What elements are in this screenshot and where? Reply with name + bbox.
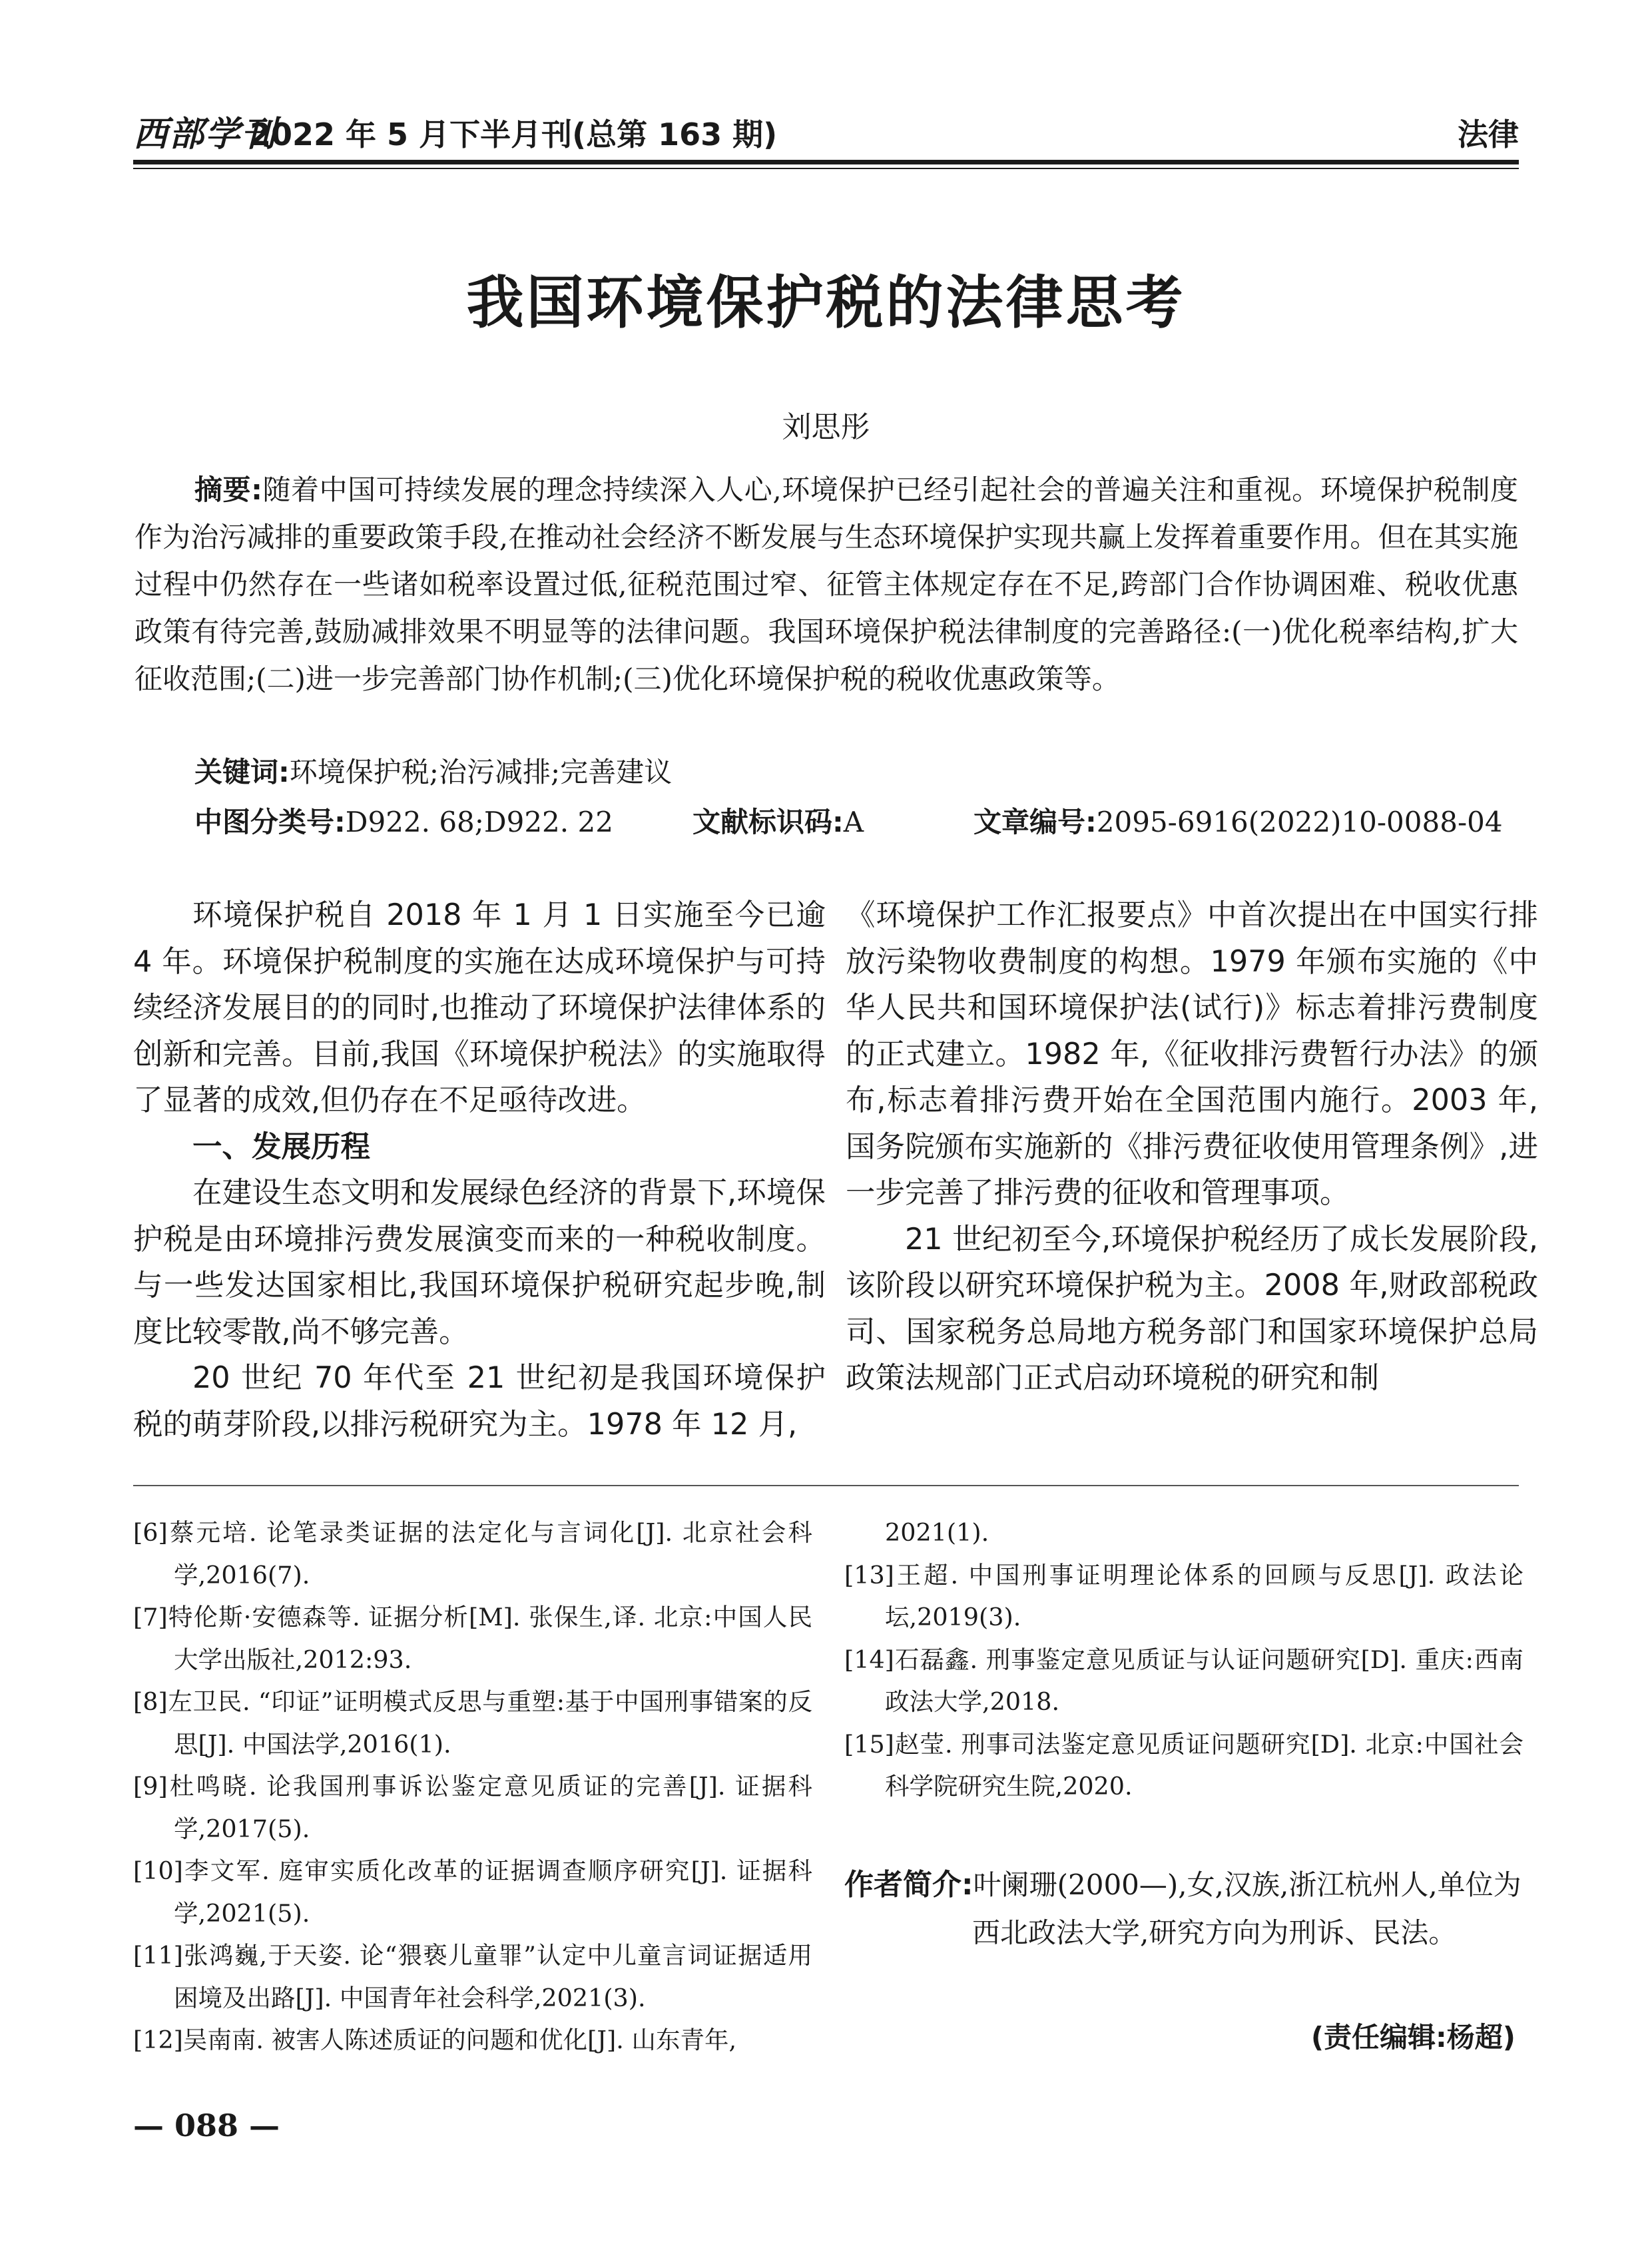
body-paragraph: 20 世纪 70 年代至 21 世纪初是我国环境保护税的萌芽阶段,以排污税研究为主。1978 年 12 月,	[133, 1361, 826, 1442]
abstract-label: 摘要:	[194, 473, 262, 506]
article-title: 我国环境保护税的法律思考	[466, 270, 1186, 336]
clc-label: 中图分类号:	[194, 806, 346, 838]
reference-continuation: 2021(1).	[885, 1518, 989, 1547]
keywords	[194, 752, 672, 792]
reference-item: [10]李文军. 庭审实质化改革的证据调查顺序研究[J]. 证据科学,2021(5).	[133, 1856, 812, 1928]
section-label: 法律	[1458, 117, 1519, 152]
responsible-editor: (责任编辑:杨超)	[1310, 2021, 1515, 2054]
doc-code-label: 文献标识码:	[692, 806, 844, 838]
article-no-label: 文章编号:	[973, 806, 1097, 838]
author-name: 刘思彤	[782, 410, 870, 444]
clc-value: D922. 68;D922. 22	[345, 806, 613, 838]
document-code	[692, 802, 864, 842]
journal-issue: 2022 年 5 月下半月刊(总第 163 期)	[250, 117, 778, 152]
body-paragraph: 在建设生态文明和发展绿色经济的背景下,环境保护税是由环境排污费发展演变而来的一种税收制度。与一些发达国家相比,我国环境保护税研究起步晚,制度比较零散,尚不够完善。	[133, 1176, 826, 1349]
article-no-value: 2095-6916(2022)10-0088-04	[1096, 806, 1503, 838]
references-divider	[133, 1485, 1519, 1486]
author-bio-text: 叶阑珊(2000—),女,汉族,浙江杭州人,单位为西北政法大学,研究方向为刑诉、民法。	[972, 1868, 1521, 1949]
keywords-text: 环境保护税;治污减排;完善建议	[289, 756, 673, 788]
reference-item: [8]左卫民. “印证”证明模式反思与重塑:基于中国刑事错案的反思[J]. 中国法学,2016(1).	[133, 1687, 812, 1759]
doc-code-value: A	[843, 806, 864, 838]
reference-item: [14]石磊鑫. 刑事鉴定意见质证与认证问题研究[D]. 重庆:西南政法大学,2018.	[844, 1645, 1523, 1716]
header-rule-thin	[133, 168, 1519, 169]
abstract-text: 随着中国可持续发展的理念持续深入人心,环境保护已经引起社会的普遍关注和重视。环境保护税制度作为治污减排的重要政策手段,在推动社会经济不断发展与生态环境保护实现共赢上发挥着重要作用。但在其实施过程中仍然存在一些诸如税率设置过低,征税范围过窄、征管主体规定存在不足,跨部门合作协调困难、税收优惠政策有待完善,鼓励减排效果不明显等的法律问题。我国环境保护税法律制度的完善路径:(一)优化税率结构,扩大征收范围;(二)进一步完善部门协作机制;(三)优化环境保护税的税收优惠政策等。	[135, 473, 1519, 695]
reference-item: [6]蔡元培. 论笔录类证据的法定化与言词化[J]. 北京社会科学,2016(7).	[133, 1518, 812, 1589]
article-number	[973, 802, 1503, 842]
body-paragraph: 21 世纪初至今,环境保护税经历了成长发展阶段,该阶段以研究环境保护税为主。2008 年,财政部税政司、国家税务总局地方税务部门和国家环境保护总局政策法规部门正式启动环境税的研究和制	[846, 1222, 1538, 1395]
body-column-right	[846, 892, 1538, 1402]
page-number: — 088 —	[133, 2107, 280, 2143]
author-bio	[844, 1861, 1523, 1957]
reference-item: [12]吴南南. 被害人陈述质证的问题和优化[J]. 山东青年,	[133, 2026, 737, 2054]
references-right	[844, 1512, 1523, 1808]
reference-item: [11]张鸿巍,于天姿. 论“猥亵儿童罪”认定中儿童言词证据适用困境及出路[J]. 中国青年社会科学,2021(3).	[133, 1941, 812, 2012]
body-paragraph: 环境保护税自 2018 年 1 月 1 日实施至今已逾 4 年。环境保护税制度的实施在达成环境保护与可持续经济发展目的的同时,也推动了环境保护法律体系的创新和完善。目前,我国《环境保护税法》的实施取得了显著的成效,但仍存在不足亟待改进。	[133, 898, 826, 1117]
abstract	[135, 466, 1518, 702]
section-heading: 一、发展历程	[192, 1129, 371, 1164]
reference-item: [15]赵莹. 刑事司法鉴定意见质证问题研究[D]. 北京:中国社会科学院研究生院,2020.	[844, 1729, 1523, 1801]
author-bio-label: 作者简介:	[844, 1868, 973, 1902]
header-rule	[133, 160, 1519, 164]
reference-item: [7]特伦斯·安德森等. 证据分析[M]. 张保生,译. 北京:中国人民大学出版社,2012:93.	[133, 1603, 812, 1674]
reference-item: [9]杜鸣晓. 论我国刑事诉讼鉴定意见质证的完善[J]. 证据科学,2017(5).	[133, 1772, 812, 1843]
reference-item: [13]王超. 中国刑事证明理论体系的回顾与反思[J]. 政法论坛,2019(3).	[844, 1560, 1523, 1631]
references-left	[133, 1512, 812, 2062]
journal-logo: 西部学刊	[133, 114, 278, 154]
keywords-label: 关键词:	[194, 756, 290, 788]
body-paragraph: 《环境保护工作汇报要点》中首次提出在中国实行排放污染物收费制度的构想。1979 年颁布实施的《中华人民共和国环境保护法(试行)》标志着排污费制度的正式建立。1982 年,《征收排污费暂行办法》的颁布,标志着排污费开始在全国范围内施行。2003 年,国务院颁布实施新的《排污费征收使用管理条例》,进一步完善了排污费的征收和管理事项。	[846, 898, 1538, 1210]
body-column-left	[133, 892, 826, 1448]
clc-number	[194, 802, 613, 842]
